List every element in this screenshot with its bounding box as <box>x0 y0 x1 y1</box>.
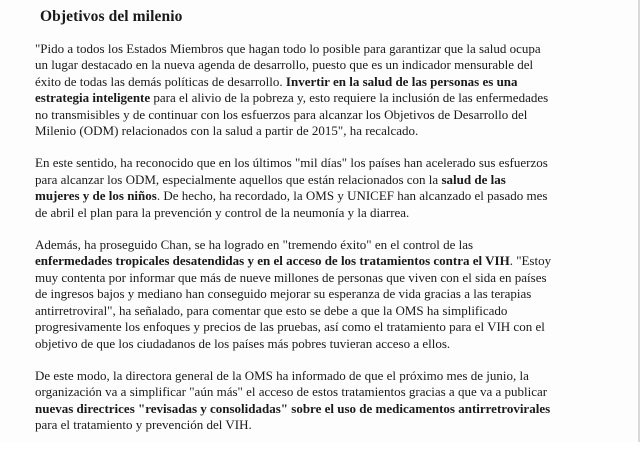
text-line <box>35 401 630 417</box>
document-title: Objetivos del milenio <box>40 8 183 25</box>
text-run: "Pido a todos los Estados Miembros que hagan todo lo posible para garantizar que la salud ocupa <box>35 41 541 56</box>
bold-text: estrategia inteligente <box>35 90 151 106</box>
text-line <box>35 188 630 204</box>
text-line <box>35 123 630 139</box>
text-line <box>35 74 630 90</box>
text-run: para el tratamiento y prevención del VIH. <box>35 417 252 433</box>
text-run: antirretroviral", ha señalado, para comentar que esto se debe a que la OMS ha simplificado <box>35 302 508 318</box>
text-run: un lugar destacado en la nueva agenda de desarrollo, puesto que es un indicador mensurable del <box>35 57 534 73</box>
text-run: no transmisibles y de continuar con los esfuerzos para alcanzar los Objetivos de Desarrollo del <box>35 106 528 122</box>
text-line <box>35 270 630 286</box>
text-run: de ingresos bajos y mediano han conseguido mejorar su esperanza de vida gracias a las terapias <box>35 286 532 302</box>
text-line <box>35 253 630 269</box>
bold-text: Invertir en la salud de las personas es una <box>285 73 518 89</box>
text-line <box>35 172 630 188</box>
text-line <box>35 319 630 335</box>
text-run: organización va a simplificar "aún más" el acceso de estos tratamientos gracias a que va a publicar <box>35 384 548 400</box>
text-line <box>35 286 630 302</box>
bold-text: nuevas directrices "revisadas y consolidadas" sobre el uso de medicamentos antirretrovirales <box>35 400 551 416</box>
text-run: objetivo de que los ciudadanos de los países más pobres tuvieran acceso a ellos. <box>35 335 451 351</box>
text-run: . "Estoy <box>509 253 552 269</box>
text-line <box>35 368 630 384</box>
bold-text: enfermedades tropicales desatendidas y en el acceso de los tratamientos contra el VIH <box>35 253 510 269</box>
paragraph <box>35 41 630 139</box>
paragraph <box>35 368 630 434</box>
text-run: . De hecho, ha recordado, la OMS y UNICEF han alcanzado el pasado mes <box>156 188 548 204</box>
text-line <box>35 155 630 171</box>
document-body <box>35 41 630 450</box>
bold-text: salud de las <box>441 171 506 187</box>
text-run: Además, ha proseguido Chan, se ha logrado en "tremendo éxito" en el control de las <box>35 237 474 253</box>
text-line <box>35 41 630 57</box>
text-line <box>35 384 630 400</box>
text-line <box>35 336 630 352</box>
text-line <box>35 237 630 253</box>
text-line <box>35 90 630 106</box>
text-line <box>35 205 630 221</box>
text-line <box>35 107 630 123</box>
bold-text: mujeres y de los niños <box>35 188 157 204</box>
paragraph <box>35 155 630 221</box>
text-line <box>35 417 630 433</box>
text-line <box>35 57 630 73</box>
text-line <box>35 303 630 319</box>
text-run: éxito de todas las demás políticas de desarrollo. <box>35 73 286 89</box>
text-run: muy contenta por informar que más de nueve millones de personas que viven con el sida en países <box>35 269 547 285</box>
text-run: Milenio (ODM) relacionados con la salud a partir de 2015", ha recalcado. <box>35 123 419 139</box>
text-run: para alcanzar los ODM, especialmente aquellos que están relacionados con la <box>35 171 442 187</box>
paragraph <box>35 237 630 352</box>
text-run: de abril el plan para la prevención y control de la neumonía y la diarrea. <box>35 204 410 220</box>
text-run: En este sentido, ha reconocido que en los últimos "mil días" los países han acelerado sus esfuerzos <box>35 155 548 171</box>
text-run: progresivamente los enfoques y precios de las pruebas, así como el tratamiento para el VIH con el <box>35 319 545 335</box>
text-run: para el alivio de la pobreza y, esto requiere la inclusión de las enfermedades <box>150 90 549 106</box>
text-run: De este modo, la directora general de la OMS ha informado de que el próximo mes de junio, la <box>35 367 529 383</box>
